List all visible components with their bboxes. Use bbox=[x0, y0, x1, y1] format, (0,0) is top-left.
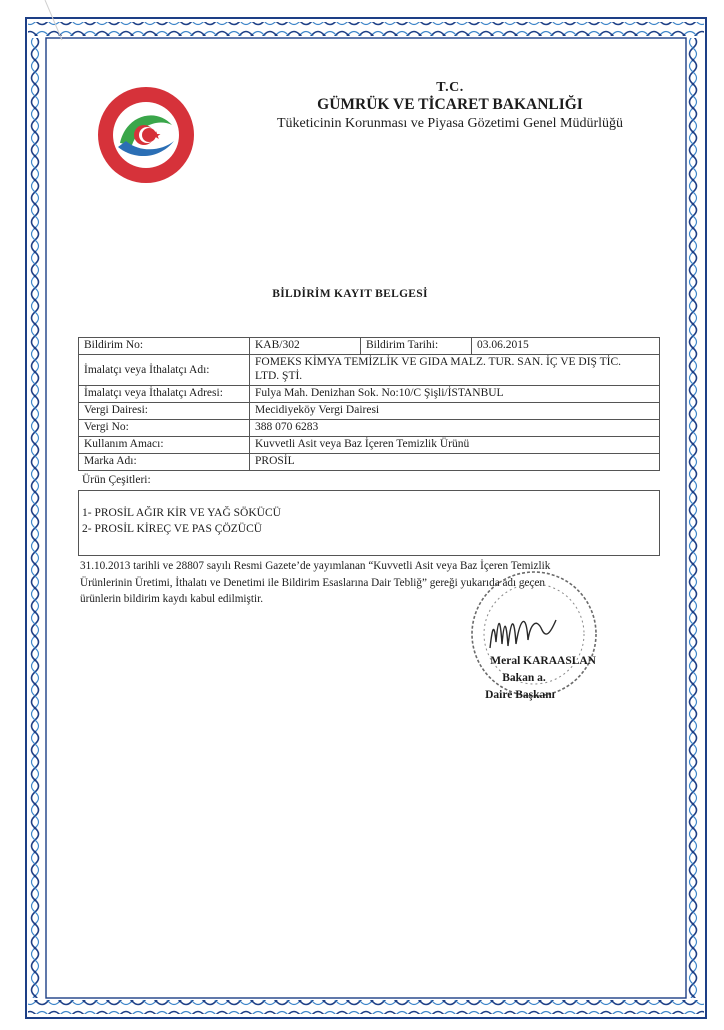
bildirim-tarihi-label: Bildirim Tarihi: bbox=[361, 338, 472, 355]
table-row bbox=[79, 386, 660, 403]
approval-line-2: Ürünlerinin Üretimi, İthalatı ve Denetimi ile Bildirim Esaslarına Dair Tebliğ” gereği yukarıda adı geçen bbox=[80, 576, 546, 589]
bildirim-tarihi-value: 03.06.2015 bbox=[472, 338, 660, 355]
brand-value: PROSİL bbox=[250, 454, 660, 471]
table-row bbox=[79, 338, 660, 355]
header-tc: T.C. bbox=[436, 80, 464, 95]
tax-office-value: Mecidiyeköy Vergi Dairesi bbox=[250, 403, 660, 420]
company-value bbox=[250, 355, 660, 386]
bildirim-no-value: KAB/302 bbox=[250, 338, 361, 355]
handwritten-signature bbox=[486, 600, 560, 660]
directorate-name: Tüketicinin Korunması ve Piyasa Gözetimi Genel Müdürlüğü bbox=[276, 116, 624, 131]
signatory-title-2: Daire Başkanı bbox=[485, 689, 555, 701]
address-label: İmalatçı veya İthalatçı Adresi: bbox=[79, 386, 250, 403]
document-title: BİLDİRİM KAYIT BELGESİ bbox=[272, 288, 428, 300]
usage-value: Kuvvetli Asit veya Baz İçeren Temizlik Ürünü bbox=[250, 437, 660, 454]
brand-label: Marka Adı: bbox=[79, 454, 250, 471]
product-types-label: Ürün Çeşitleri: bbox=[82, 474, 151, 486]
list-item: 2- PROSİL KİREÇ VE PAS ÇÖZÜCÜ bbox=[82, 523, 263, 535]
ministry-name: GÜMRÜK VE TİCARET BAKANLIĞI bbox=[317, 96, 583, 113]
tax-office-label: Vergi Dairesi: bbox=[79, 403, 250, 420]
company-line-2: LTD. ŞTİ. bbox=[255, 370, 303, 382]
table-row bbox=[79, 420, 660, 437]
approval-line-3: ürünlerin bildirim kaydı kabul edilmiştir. bbox=[80, 593, 264, 605]
list-item: 1- PROSİL AĞIR KİR VE YAĞ SÖKÜCÜ bbox=[82, 507, 281, 519]
product-types-box bbox=[78, 490, 660, 556]
ministry-logo bbox=[96, 85, 196, 185]
approval-line-1: 31.10.2013 tarihli ve 28807 sayılı Resmi Gazete’de yayımlanan “Kuvvetli Asit veya Baz İçeren Temizlik bbox=[80, 560, 551, 572]
registration-info-table bbox=[78, 337, 660, 471]
bildirim-no-label: Bildirim No: bbox=[79, 338, 250, 355]
tax-no-label: Vergi No: bbox=[79, 420, 250, 437]
signatory-name: Meral KARAASLAN bbox=[490, 655, 596, 667]
company-line-1: FOMEKS KİMYA TEMİZLİK VE GIDA MALZ. TUR. SAN. İÇ VE DIŞ TİC. bbox=[255, 356, 621, 368]
table-row bbox=[79, 454, 660, 471]
company-label: İmalatçı veya İthalatçı Adı: bbox=[79, 355, 250, 386]
tax-no-value: 388 070 6283 bbox=[250, 420, 660, 437]
signatory-title-1: Bakan a. bbox=[502, 672, 546, 684]
table-row bbox=[79, 437, 660, 454]
address-value: Fulya Mah. Denizhan Sok. No:10/C Şişli/İSTANBUL bbox=[250, 386, 660, 403]
table-row bbox=[79, 355, 660, 386]
table-row bbox=[79, 403, 660, 420]
usage-label: Kullanım Amacı: bbox=[79, 437, 250, 454]
